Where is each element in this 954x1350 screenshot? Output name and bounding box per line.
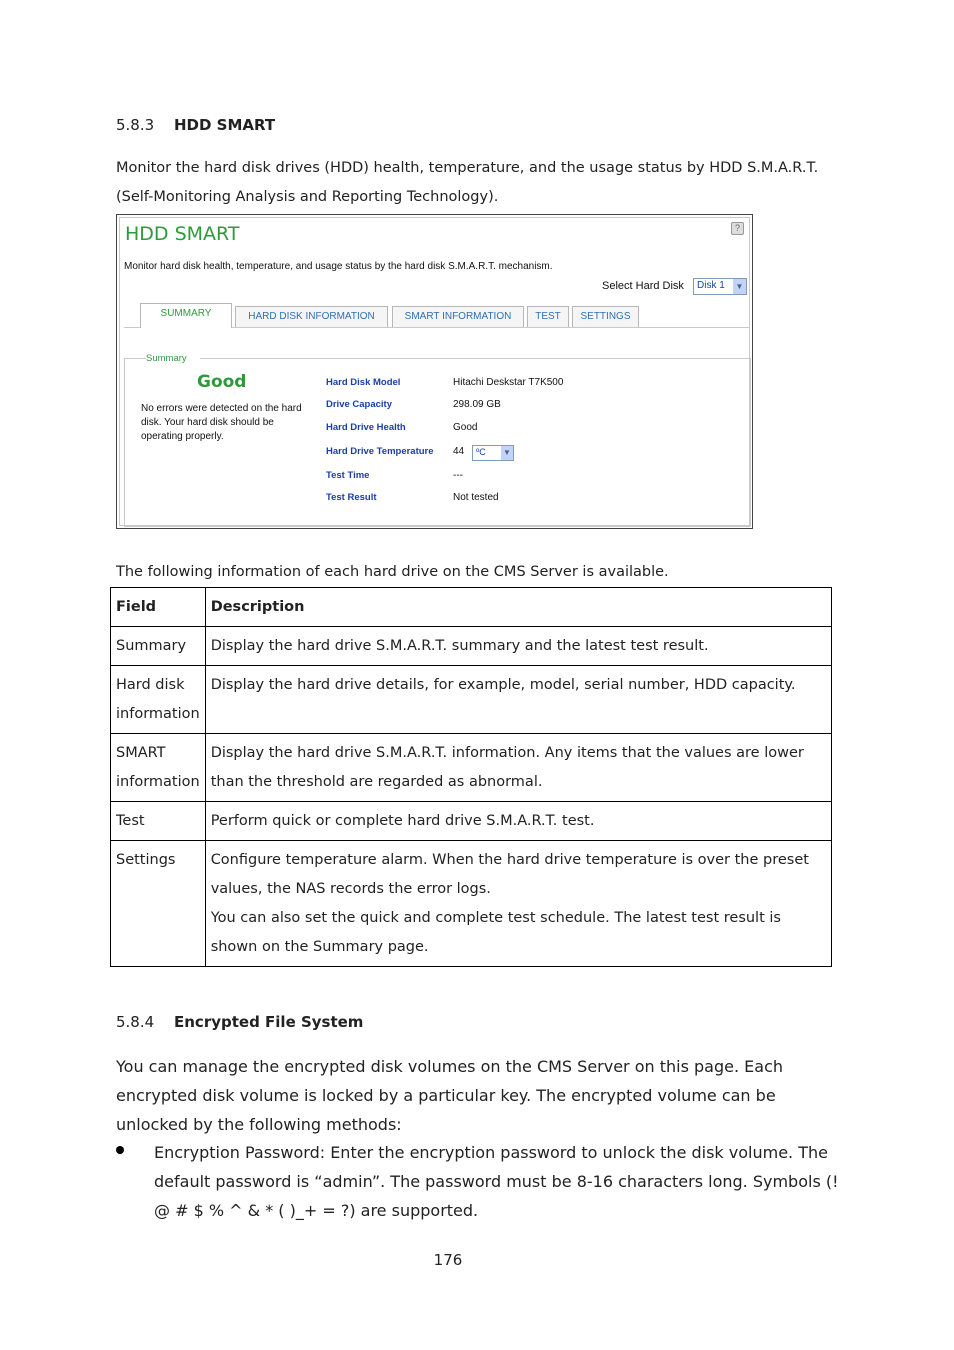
table-intro: The following information of each hard drive on the CMS Server is available. xyxy=(116,564,669,580)
detail-label: Hard Disk Model xyxy=(326,377,401,388)
section-heading xyxy=(116,116,275,134)
column-header: Field xyxy=(111,588,206,627)
bullet-dot xyxy=(116,1146,124,1154)
tab-smart-information[interactable]: SMART INFORMATION xyxy=(392,306,524,327)
select-disk-label: Select Hard Disk xyxy=(602,280,684,292)
section-title: HDD SMART xyxy=(174,116,276,134)
detail-label: Hard Drive Temperature xyxy=(326,446,434,457)
temperature-unit-value: ºC xyxy=(476,447,486,457)
panel-title: HDD SMART xyxy=(125,223,240,245)
chevron-down-icon[interactable]: ▼ xyxy=(733,279,746,294)
detail-label: Drive Capacity xyxy=(326,399,393,410)
section-number: 5.8.4 xyxy=(116,1013,155,1031)
tab-test[interactable]: TEST xyxy=(527,306,569,327)
tab-hard-disk-information[interactable]: HARD DISK INFORMATION xyxy=(235,306,388,327)
column-header: Description xyxy=(205,588,831,627)
hdd-smart-screenshot xyxy=(116,214,753,529)
description-cell: Display the hard drive S.M.A.R.T. summary and the latest test result. xyxy=(205,627,831,666)
table-row xyxy=(111,802,832,841)
panel-description: Monitor hard disk health, temperature, and usage status by the hard disk S.M.A.R.T. mechanism. xyxy=(124,261,553,272)
page-number: 176 xyxy=(433,1251,463,1269)
section-heading xyxy=(116,1013,363,1031)
summary-legend: Summary xyxy=(146,353,187,364)
field-table xyxy=(110,587,832,967)
detail-value: Good xyxy=(453,422,478,433)
table-row xyxy=(111,666,832,734)
description-cell xyxy=(205,841,831,967)
health-status-note: No errors were detected on the hard disk. Your hard disk should be operating properly. xyxy=(141,403,302,442)
question-icon[interactable]: ? xyxy=(731,222,744,235)
intro-line-1: Monitor the hard disk drives (HDD) health, temperature, and the usage status by HDD S.M.A.R.T. xyxy=(116,160,819,176)
description-cell: Display the hard drive S.M.A.R.T. information. Any items that the values are lower than the threshold are regarded as abnormal. xyxy=(205,734,831,802)
detail-value: 44 xyxy=(453,446,465,457)
detail-label: Test Time xyxy=(326,470,370,481)
detail-value: Not tested xyxy=(453,492,499,503)
table-row xyxy=(111,841,832,967)
detail-value: --- xyxy=(453,470,463,481)
table-header-row xyxy=(111,588,832,627)
detail-value: Hitachi Deskstar T7K500 xyxy=(453,377,564,388)
health-status: Good xyxy=(197,372,247,392)
section-title: Encrypted File System xyxy=(174,1013,364,1031)
bullet-encryption-password: Encryption Password: Enter the encryption password to unlock the disk volume. The default password is “admin”. The password must be 8-16 characters long. Symbols (! @ # $ % ^ & * ( )_+ = ?) are supported. xyxy=(154,1143,839,1220)
panel-frame xyxy=(119,217,750,526)
detail-value: 298.09 GB xyxy=(453,399,501,410)
table-row xyxy=(111,734,832,802)
description-cell: Perform quick or complete hard drive S.M.A.R.T. test. xyxy=(205,802,831,841)
chevron-down-icon[interactable]: ▼ xyxy=(501,446,513,460)
field-cell: Hard disk information xyxy=(111,666,206,734)
section-number: 5.8.3 xyxy=(116,116,155,134)
tab-settings[interactable]: SETTINGS xyxy=(572,306,639,327)
field-cell: SMART information xyxy=(111,734,206,802)
description-cell: Display the hard drive details, for example, model, serial number, HDD capacity. xyxy=(205,666,831,734)
group-border xyxy=(200,358,749,359)
temperature-unit-dropdown[interactable] xyxy=(472,445,514,461)
detail-label: Test Result xyxy=(326,492,377,503)
settings-description: Configure temperature alarm. When the hard drive temperature is over the preset values, the NAS records the error logs. xyxy=(210,852,809,897)
select-disk-value: Disk 1 xyxy=(697,280,725,291)
field-cell: Settings xyxy=(111,841,206,967)
tab-summary[interactable]: SUMMARY xyxy=(140,303,232,328)
encrypt-paragraph: You can manage the encrypted disk volumes on the CMS Server on this page. Each encrypted disk volume is locked by a particular key. The encrypted volume can be unlocked by the following methods: xyxy=(116,1057,783,1134)
intro-line-2: (Self-Monitoring Analysis and Reporting Technology). xyxy=(116,189,499,205)
table-row xyxy=(111,627,832,666)
settings-description-extra: You can also set the quick and complete test schedule. The latest test result is shown on the Summary page. xyxy=(210,910,781,955)
field-cell: Summary xyxy=(111,627,206,666)
field-cell: Test xyxy=(111,802,206,841)
group-border xyxy=(124,358,146,359)
detail-label: Hard Drive Health xyxy=(326,422,406,433)
select-disk-dropdown[interactable] xyxy=(693,278,747,295)
